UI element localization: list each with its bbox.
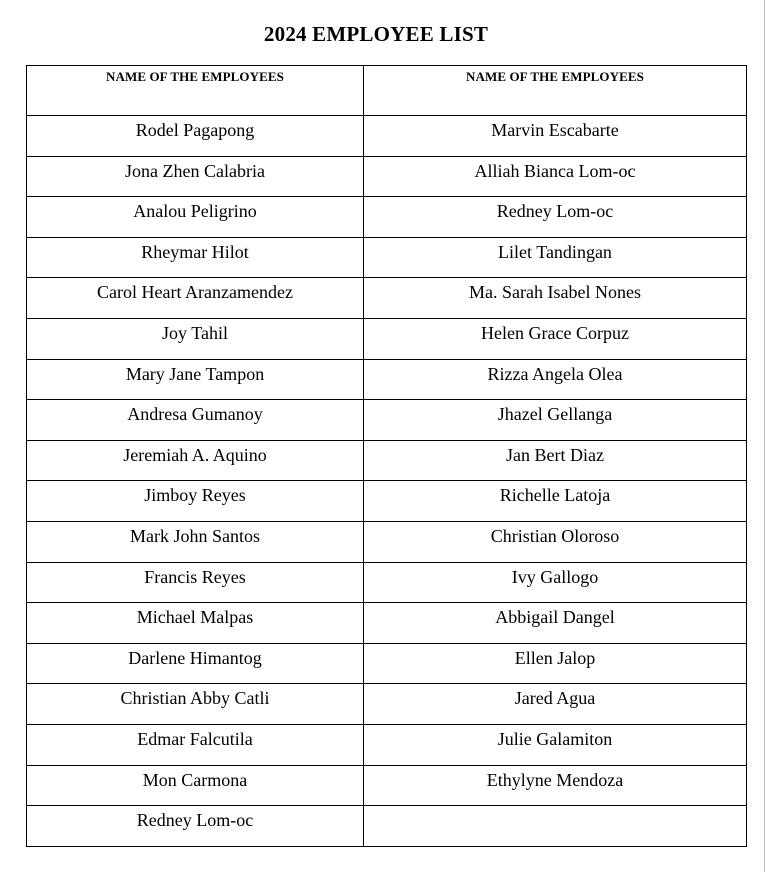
employee-name-right: Jan Bert Diaz [364, 440, 747, 481]
table-row [27, 237, 747, 278]
employee-name-left: Michael Malpas [27, 603, 364, 644]
table-row [27, 806, 747, 847]
employee-name-left: Jeremiah A. Aquino [27, 440, 364, 481]
employee-name-right: Redney Lom-oc [364, 197, 747, 238]
employee-name-right: Marvin Escabarte [364, 116, 747, 157]
employee-name-right: Helen Grace Corpuz [364, 318, 747, 359]
employee-name-left: Jona Zhen Calabria [27, 156, 364, 197]
employee-name-left: Darlene Himantog [27, 643, 364, 684]
table-row [27, 116, 747, 157]
employee-name-right: Alliah Bianca Lom-oc [364, 156, 747, 197]
table-row [27, 684, 747, 725]
employee-name-left: Carol Heart Aranzamendez [27, 278, 364, 319]
employee-name-left: Francis Reyes [27, 562, 364, 603]
employee-name-right: Ivy Gallogo [364, 562, 747, 603]
employee-name-right: Jared Agua [364, 684, 747, 725]
employee-table-body [27, 116, 747, 847]
employee-name-right: Ethylyne Mendoza [364, 765, 747, 806]
employee-name-right [364, 806, 747, 847]
employee-name-right: Abbigail Dangel [364, 603, 747, 644]
table-row [27, 765, 747, 806]
employee-name-right: Ellen Jalop [364, 643, 747, 684]
table-row [27, 562, 747, 603]
table-row [27, 197, 747, 238]
employee-name-left: Andresa Gumanoy [27, 400, 364, 441]
employee-name-left: Edmar Falcutila [27, 724, 364, 765]
employee-name-left: Mary Jane Tampon [27, 359, 364, 400]
employee-name-right: Julie Galamiton [364, 724, 747, 765]
employee-name-left: Analou Peligrino [27, 197, 364, 238]
column-header-left: NAME OF THE EMPLOYEES [27, 66, 364, 116]
table-row [27, 603, 747, 644]
table-row [27, 440, 747, 481]
table-row [27, 278, 747, 319]
employee-name-left: Redney Lom-oc [27, 806, 364, 847]
employee-name-left: Christian Abby Catli [27, 684, 364, 725]
employee-name-left: Rheymar Hilot [27, 237, 364, 278]
employee-name-right: Rizza Angela Olea [364, 359, 747, 400]
column-header-right: NAME OF THE EMPLOYEES [364, 66, 747, 116]
employee-name-right: Jhazel Gellanga [364, 400, 747, 441]
table-row [27, 359, 747, 400]
table-row [27, 724, 747, 765]
table-row [27, 643, 747, 684]
employee-name-left: Mark John Santos [27, 521, 364, 562]
employee-name-right: Christian Oloroso [364, 521, 747, 562]
table-row [27, 318, 747, 359]
employee-table [26, 65, 747, 847]
employee-name-left: Rodel Pagapong [27, 116, 364, 157]
table-row [27, 521, 747, 562]
table-row [27, 400, 747, 441]
employee-name-right: Ma. Sarah Isabel Nones [364, 278, 747, 319]
table-header-row [27, 66, 747, 116]
employee-name-left: Mon Carmona [27, 765, 364, 806]
table-row [27, 481, 747, 522]
table-row [27, 156, 747, 197]
employee-name-right: Richelle Latoja [364, 481, 747, 522]
document-title: 2024 EMPLOYEE LIST [263, 22, 489, 46]
employee-name-right: Lilet Tandingan [364, 237, 747, 278]
employee-name-left: Joy Tahil [27, 318, 364, 359]
employee-name-left: Jimboy Reyes [27, 481, 364, 522]
